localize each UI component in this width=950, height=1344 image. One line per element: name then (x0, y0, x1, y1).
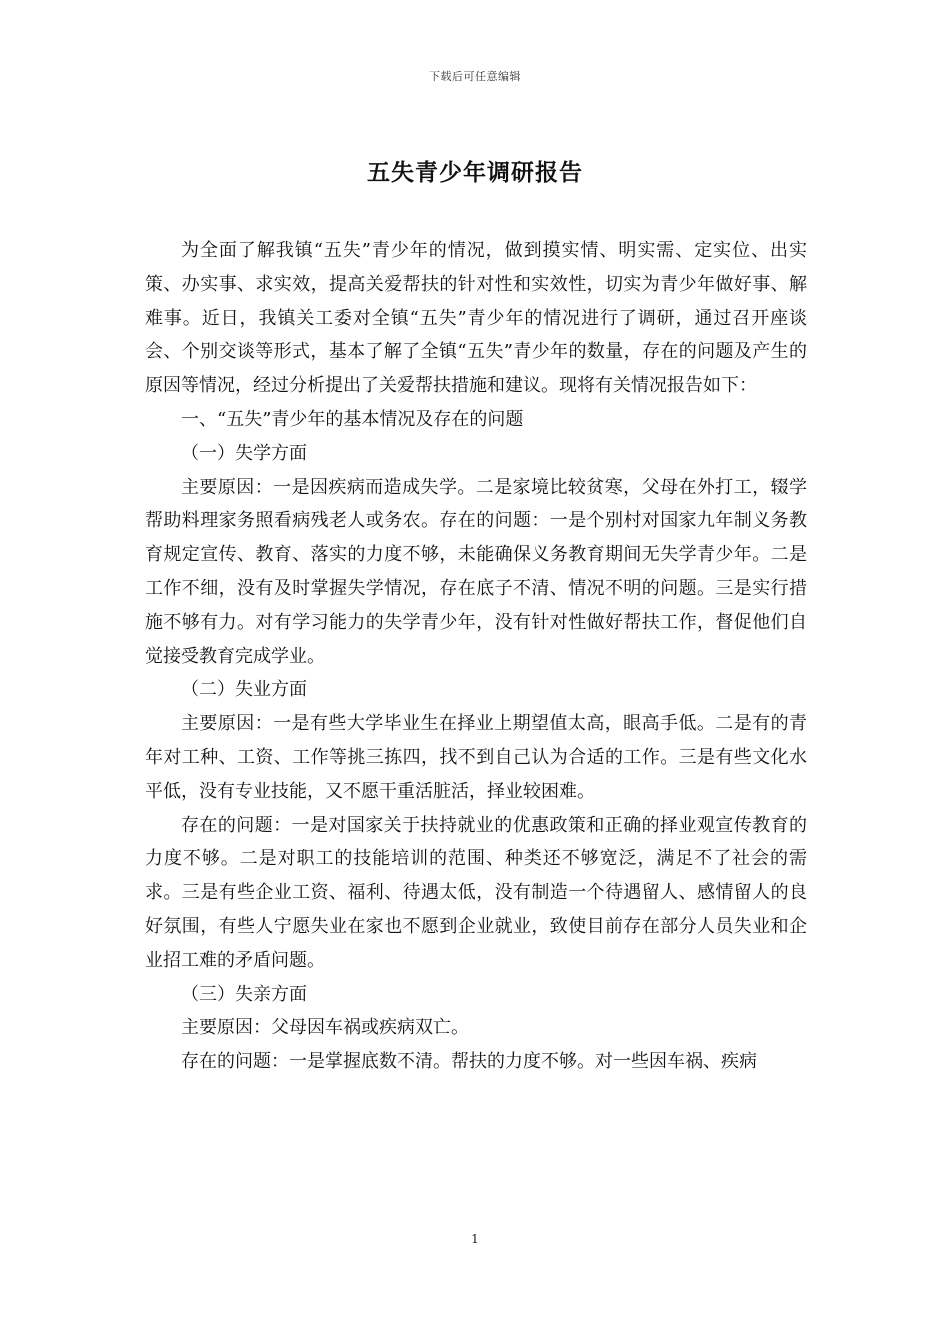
body-paragraph: 存在的问题：一是对国家关于扶持就业的优惠政策和正确的择业观宣传教育的力度不够。二是对职工的技能培训的范围、种类还不够宽泛，满足不了社会的需求。三是有些企业工资、福利、待遇太低，没有制造一个待遇留人、感情留人的良好氛围，有些人宁愿失业在家也不愿到企业就业，致使目前存在部分人员失业和企业招工难的矛盾问题。 (145, 814, 807, 971)
document-body (145, 234, 807, 1079)
intro-paragraph: 为全面了解我镇“五失”青少年的情况，做到摸实情、明实需、定实位、出实策、办实事、求实效，提高关爱帮扶的针对性和实效性，切实为青少年做好事、解难事。近日，我镇关工委对全镇“五失”青少年的情况进行了调研，通过召开座谈会、个别交谈等形式，基本了解了全镇“五失”青少年的数量，存在的问题及产生的原因等情况，经过分析提出了关爱帮扶措施和建议。现将有关情况报告如下： (145, 240, 807, 397)
subsection-heading: （三）失亲方面 (181, 983, 307, 1005)
subsection-heading: （二）失业方面 (181, 679, 307, 701)
subsection-heading: （一）失学方面 (181, 442, 307, 464)
body-paragraph: 主要原因：一是因疾病而造成失学。二是家境比较贫寒，父母在外打工，辍学帮助料理家务照看病残老人或务农。存在的问题：一是个别村对国家九年制义务教育规定宣传、教育、落实的力度不够，未能确保义务教育期间无失学青少年。二是工作不细，没有及时掌握失学情况，存在底子不清、情况不明的问题。三是实行措施不够有力。对有学习能力的失学青少年，没有针对性做好帮扶工作，督促他们自觉接受教育完成学业。 (145, 476, 807, 667)
body-paragraph: 主要原因：父母因车祸或疾病双亡。 (181, 1017, 469, 1039)
page-number: 1 (471, 1232, 479, 1246)
body-paragraph: 存在的问题：一是掌握底数不清。帮扶的力度不够。对一些因车祸、疾病 (181, 1051, 757, 1073)
section-heading: 一、“五失”青少年的基本情况及存在的问题 (181, 408, 524, 430)
document-title: 五失青少年调研报告 (367, 159, 583, 186)
body-paragraph: 主要原因：一是有些大学毕业生在择业上期望值太高，眼高手低。二是有的青年对工种、工资、工作等挑三拣四，找不到自己认为合适的工作。三是有些文化水平低，没有专业技能，又不愿干重活脏活，择业较困难。 (145, 713, 807, 802)
header-note: 下载后可任意编辑 (429, 70, 521, 83)
